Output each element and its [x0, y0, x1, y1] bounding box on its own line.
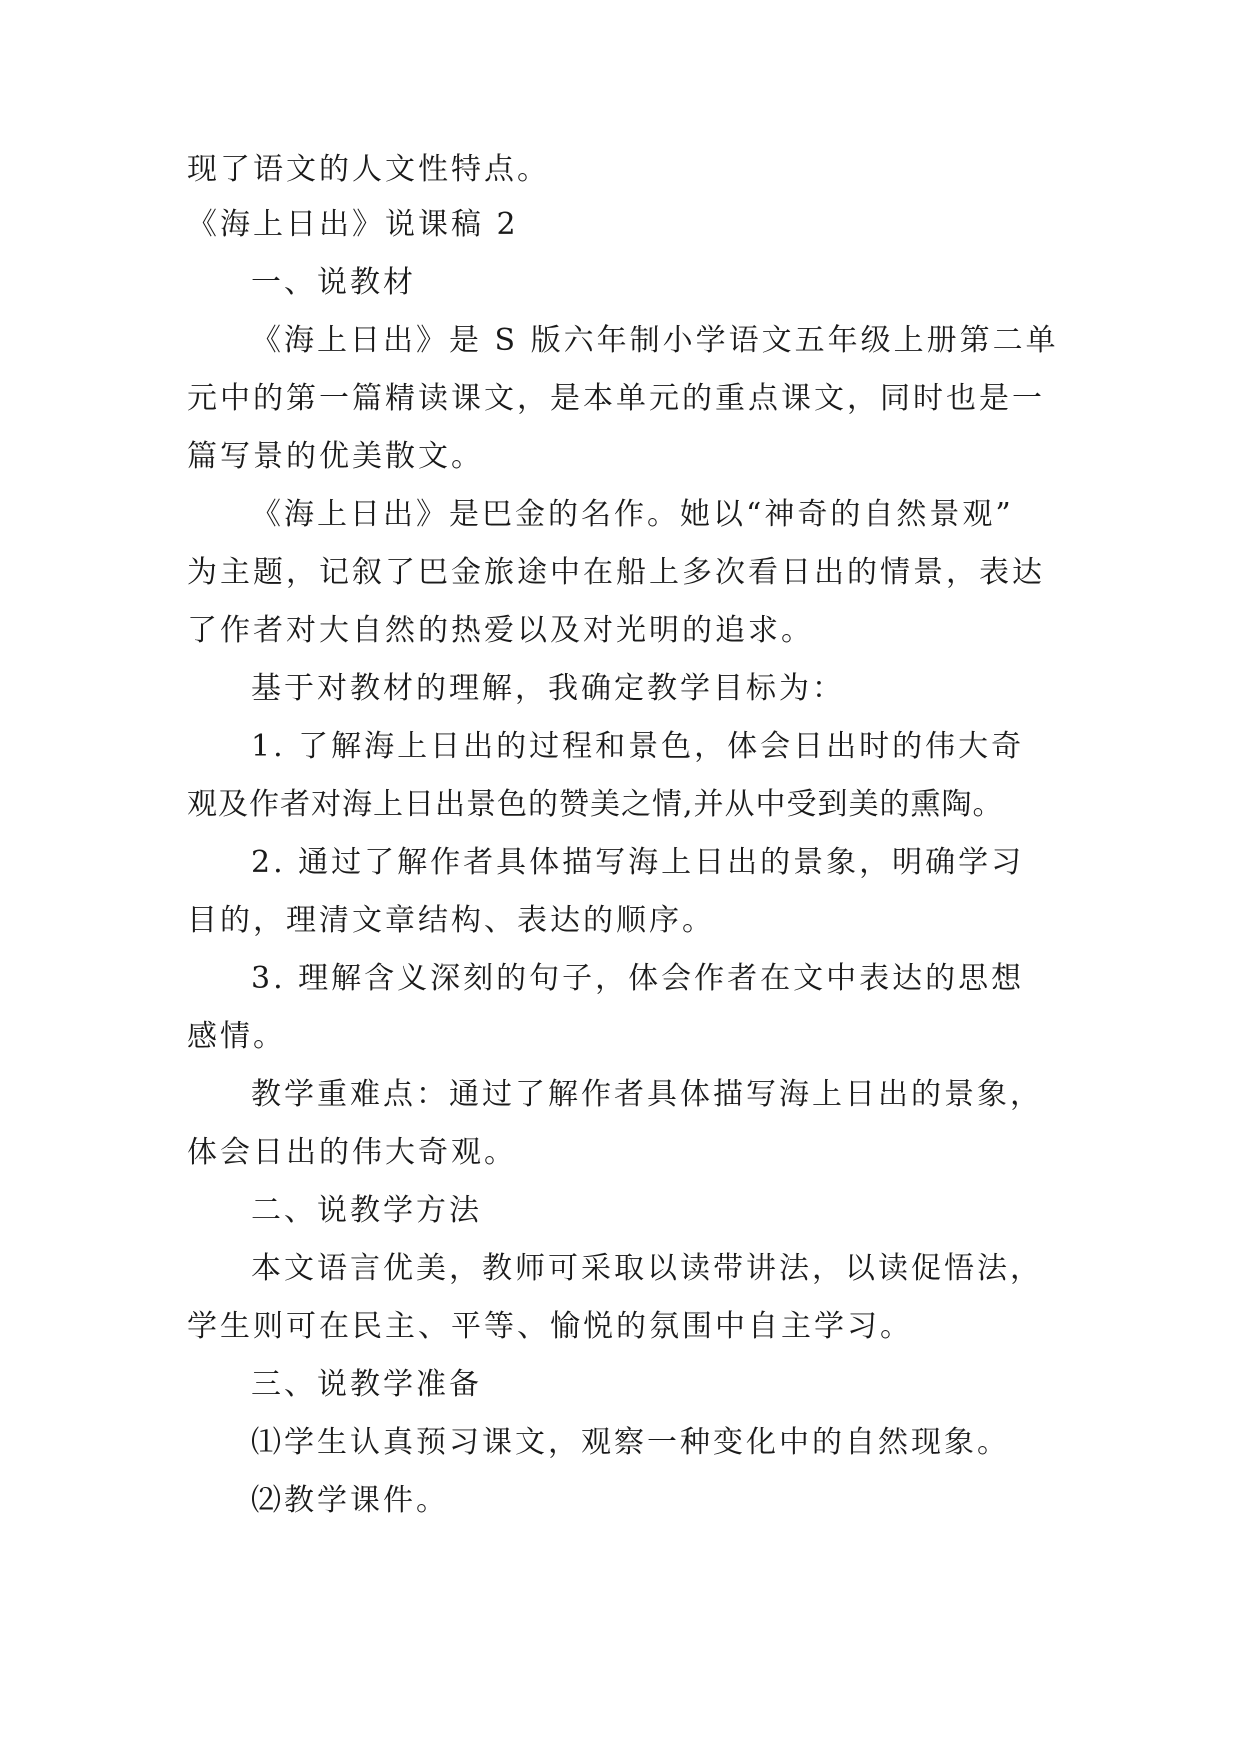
- text-line: 本文语言优美，教师可采取以读带讲法，以读促悟法，: [251, 1251, 1043, 1286]
- list-item: 1. 了解海上日出的过程和景色，体会日出时的伟大奇: [251, 729, 1025, 764]
- section-heading: 一、说教材: [251, 265, 416, 300]
- list-item: ⑵教学课件。: [251, 1483, 449, 1518]
- text-line: 《海上日出》是巴金的名作。她以“神奇的自然景观”: [251, 497, 1014, 532]
- document-title: 《海上日出》说课稿 2: [187, 207, 519, 242]
- text-line: 现了语文的人文性特点。: [187, 152, 550, 187]
- text-line: 教学重难点：通过了解作者具体描写海上日出的景象，: [251, 1077, 1043, 1112]
- text-line: 目的，理清文章结构、表达的顺序。: [187, 903, 715, 938]
- text-line: 基于对教材的理解，我确定教学目标为：: [251, 671, 845, 706]
- text-line: 为主题，记叙了巴金旅途中在船上多次看日出的情景，表达: [187, 555, 1045, 590]
- text-line: 体会日出的伟大奇观。: [187, 1135, 517, 1170]
- list-item: 3. 理解含义深刻的句子，体会作者在文中表达的思想: [251, 961, 1025, 996]
- text-line: 《海上日出》是 S 版六年制小学语文五年级上册第二单: [251, 323, 1059, 358]
- text-line: 了作者对大自然的热爱以及对光明的追求。: [187, 613, 814, 648]
- text-line: 篇写景的优美散文。: [187, 439, 484, 474]
- text-line: 感情。: [187, 1019, 286, 1054]
- list-item: 2. 通过了解作者具体描写海上日出的景象，明确学习: [251, 845, 1025, 880]
- text-line: 学生则可在民主、平等、愉悦的氛围中自主学习。: [187, 1309, 913, 1344]
- list-item: ⑴学生认真预习课文，观察一种变化中的自然现象。: [251, 1425, 1010, 1460]
- section-heading: 三、说教学准备: [251, 1367, 482, 1402]
- section-heading: 二、说教学方法: [251, 1193, 482, 1228]
- text-line: 元中的第一篇精读课文，是本单元的重点课文，同时也是一: [187, 381, 1045, 416]
- text-line: 观及作者对海上日出景色的赞美之情,并从中受到美的熏陶。: [187, 787, 1004, 822]
